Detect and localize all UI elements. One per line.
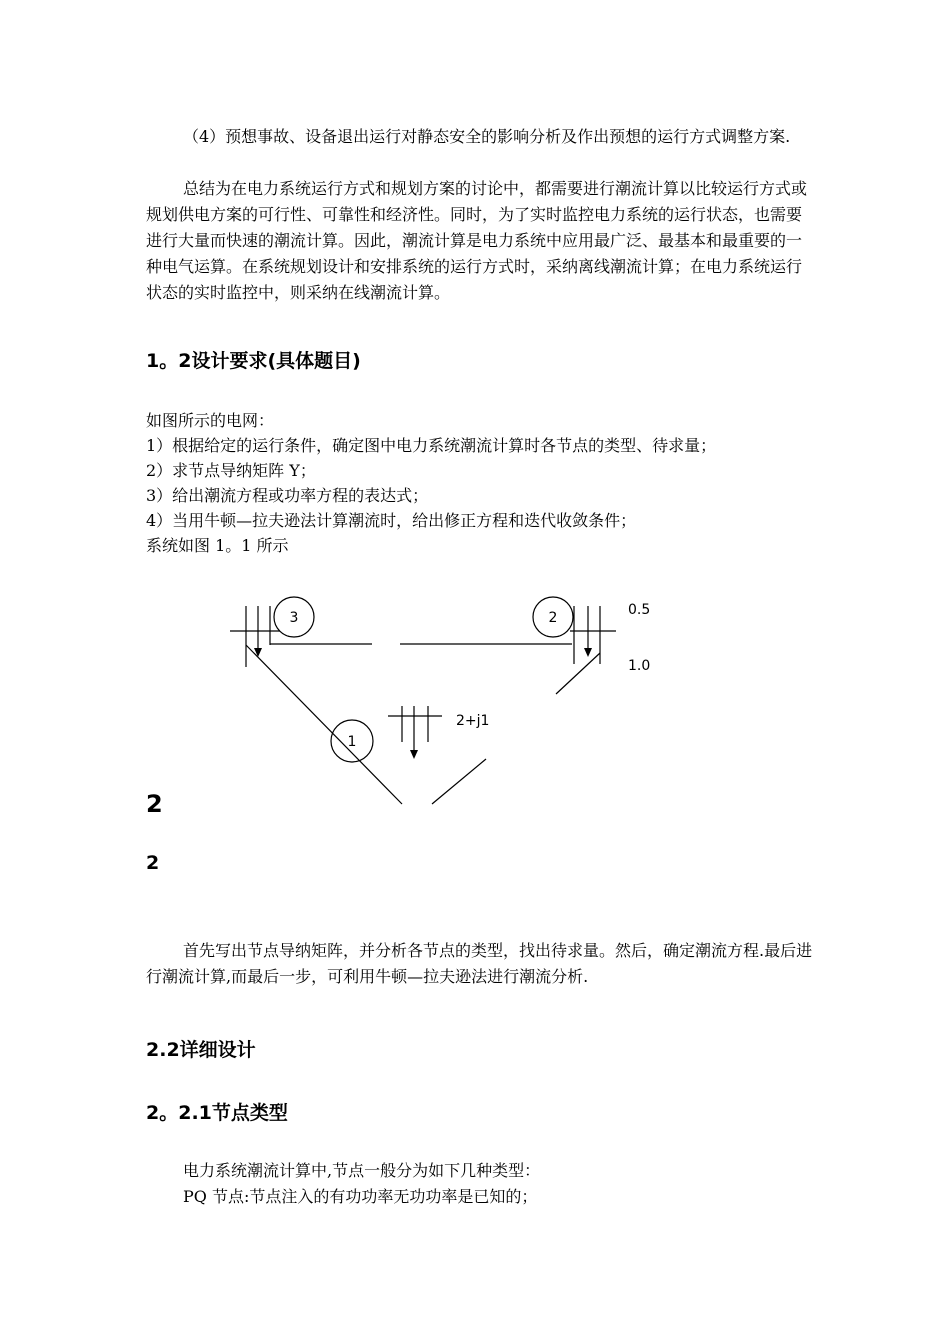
bus3-load-arrow [254, 648, 262, 657]
bus2-value-bottom: 1.0 [628, 658, 651, 674]
requirement-line: 1）根据给定的运行条件，确定图中电力系统潮流计算时各节点的类型、待求量； [146, 436, 717, 455]
node-types-intro: 电力系统潮流计算中,节点一般分为如下几种类型： [183, 1161, 541, 1180]
requirement-line: 3）给出潮流方程或功率方程的表达式； [146, 486, 429, 505]
bus2-value-top: 0.5 [628, 602, 651, 618]
node3-label: 3 [289, 610, 299, 626]
bus2-load-arrow [584, 648, 592, 657]
line-1-2-lower [432, 759, 486, 804]
paragraph-summary: 总结为在电力系统运行方式和规划方案的讨论中，都需要进行潮流计算以比较运行方式或规划供电方案的可行性、可靠性和经济性。同时，为了实时监控电力系统的运行状态，也需要进行大量而快速的潮流计算。因此，潮流计算是电力系统中应用最广泛、最基本和最重要的一种电气运算。在系统规划设计和安排系统的运行方式时，采纳离线潮流计算；在电力系统运行状态的实时监控中，则采纳在线潮流计算。 [146, 179, 808, 302]
load-value-label: 2+j1 [456, 713, 490, 729]
heading-2: 2 [146, 852, 160, 874]
paragraph-contingency: （4）预想事故、设备退出运行对静态安全的影响分析及作出预想的运行方式调整方案. [183, 127, 791, 146]
requirement-line: 4）当用牛顿—拉夫逊法计算潮流时，给出修正方程和迭代收敛条件； [146, 511, 637, 530]
heading-1-2: 1。2设计要求(具体题目) [146, 350, 361, 372]
requirement-line: 如图所示的电网： [146, 411, 275, 430]
node-type-pq: PQ 节点:节点注入的有功功率无功功率是已知的； [183, 1187, 538, 1206]
heading-2-2: 2.2详细设计 [146, 1039, 256, 1061]
figure-reference: 系统如图 1。1 所示 [146, 536, 289, 555]
node2-label: 2 [548, 610, 558, 626]
line-2-down [556, 653, 600, 694]
node1-label: 1 [347, 734, 357, 750]
bus1-load-arrow [410, 750, 418, 759]
heading-2-large: 2 [146, 790, 163, 818]
paragraph-method: 首先写出节点导纳矩阵，并分析各节点的类型，找出待求量。然后，确定潮流方程.最后进行潮流计算,而最后一步，可利用牛顿—拉夫逊法进行潮流分析. [146, 941, 813, 986]
heading-2-2-1: 2。2.1节点类型 [146, 1102, 288, 1124]
requirement-line: 2）求节点导纳矩阵 Y； [146, 461, 316, 480]
line-3-1 [246, 645, 402, 804]
